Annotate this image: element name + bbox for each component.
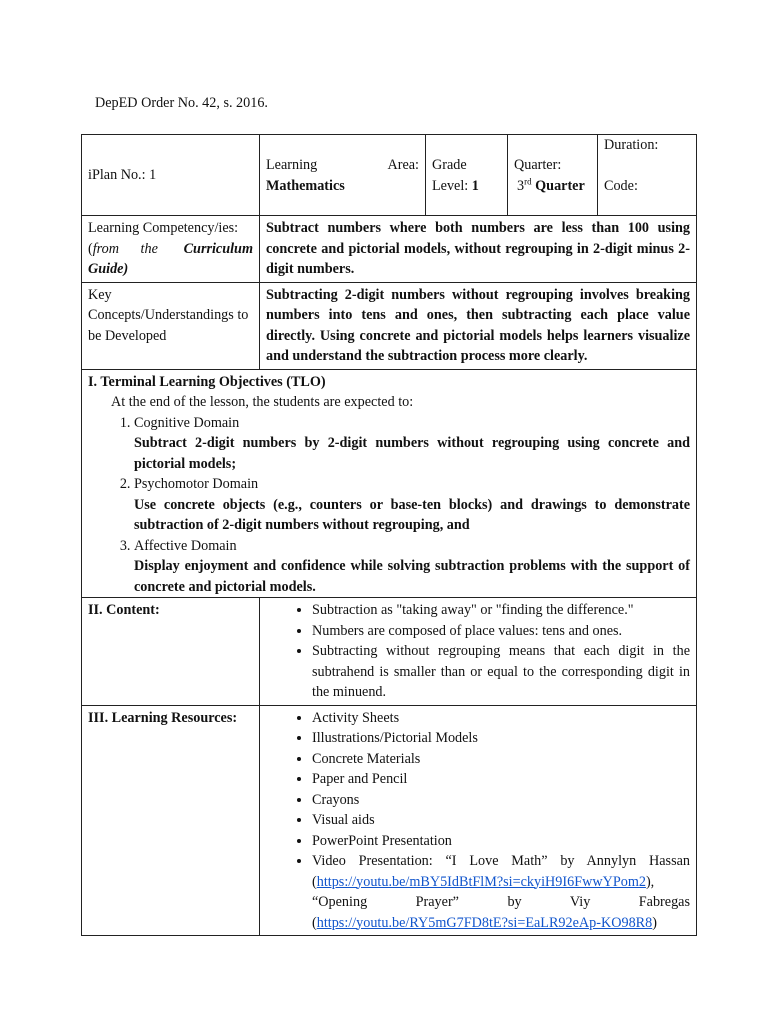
content-item: • Subtracting without regrouping means that each digit in the subtrahend is smaller than or equal to the corresponding digit in the minuend. xyxy=(312,641,690,703)
learning-area-value: Mathematics xyxy=(266,177,345,194)
resource-item: • Crayons xyxy=(312,790,690,811)
resources-label: III. Learning Resources: xyxy=(82,705,260,936)
grade-level-cell xyxy=(426,135,508,216)
quarter-value-line xyxy=(514,176,591,197)
objective-text: Display enjoyment and confidence while solving subtraction problems with the support of concrete and pictorial models. xyxy=(134,558,690,595)
resource-item: • Paper and Pencil xyxy=(312,769,690,790)
resources-list xyxy=(266,708,690,934)
competency-label: Learning Competency/ies: xyxy=(88,220,239,236)
objective-item xyxy=(134,474,690,536)
grade-level-line xyxy=(432,176,501,197)
objective-item xyxy=(134,536,690,598)
video-prefix: Video Presentation: “I Love Math” by Annylyn Hassan ( xyxy=(312,853,690,890)
quarter-cell xyxy=(508,135,598,216)
competency-text: Subtract numbers where both numbers are less than 100 using concrete and pictorial models, without regrouping in 2-digit minus 2-digit numbers. xyxy=(260,216,697,283)
content-row xyxy=(82,598,697,706)
objectives-list xyxy=(88,413,690,598)
competency-label-guide: Guide) xyxy=(88,261,129,277)
quarter-number: 3 xyxy=(517,177,525,194)
resource-item: • PowerPoint Presentation xyxy=(312,831,690,852)
video-link-love-math[interactable]: https://youtu.be/mBY5IdBtFlM?si=ckyiH9I6FwwYPom2 xyxy=(316,873,646,890)
concepts-row xyxy=(82,282,697,369)
grade-level-value: 1 xyxy=(471,177,479,194)
video-mid: ), “Opening Prayer” by Viy Fabregas ( xyxy=(312,873,690,931)
competency-row xyxy=(82,216,697,283)
objective-text: Subtract 2-digit numbers by 2-digit numbers without regrouping using concrete and pictorial models; xyxy=(134,435,690,472)
competency-label-source: (from the Curriculum xyxy=(88,240,253,257)
objective-domain: 2. Psychomotor Domain xyxy=(134,476,259,492)
quarter-suffix: rd xyxy=(524,175,532,186)
resource-item: • Activity Sheets xyxy=(312,708,690,729)
grade-label: Grade xyxy=(432,157,467,173)
resource-item: • Concrete Materials xyxy=(312,749,690,770)
duration-label: Duration: xyxy=(604,137,659,153)
content-label: II. Content: xyxy=(82,598,260,706)
resources-cell xyxy=(260,705,697,936)
learning-area-label: Learning Area: xyxy=(266,157,419,173)
objective-domain: 3. Affective Domain xyxy=(134,537,237,554)
content-item: • Subtraction as "taking away" or "finding the difference." xyxy=(312,600,690,621)
iplan-cell xyxy=(82,135,260,216)
lesson-plan-table xyxy=(81,134,697,936)
resources-row xyxy=(82,705,697,936)
content-cell xyxy=(260,598,697,706)
objective-item xyxy=(134,413,690,475)
content-item: • Numbers are composed of place values: tens and ones. xyxy=(312,621,690,642)
learning-area-cell xyxy=(260,135,426,216)
concepts-text: Subtracting 2-digit numbers without regrouping involves breaking numbers into tens and ones, then subtracting each place value directly. Using concrete and pictorial models helps learners visualize and understand the subtraction process more clearly. xyxy=(260,282,697,369)
video-suffix: ) xyxy=(652,914,657,931)
grade-level-label: Level: xyxy=(432,177,469,194)
competency-label-cell xyxy=(82,216,260,283)
quarter-value: Quarter xyxy=(535,177,585,194)
tlo-cell xyxy=(82,369,697,598)
resource-item: • Visual aids xyxy=(312,810,690,831)
duration-code-cell xyxy=(598,135,697,216)
tlo-heading: I. Terminal Learning Objectives (TLO) xyxy=(88,373,326,390)
objective-domain: 1. Cognitive Domain xyxy=(134,414,240,431)
concepts-label: Key Concepts/Understandings to be Developed xyxy=(82,282,260,369)
code-label: Code: xyxy=(604,177,638,194)
tlo-intro: At the end of the lesson, the students are expected to: xyxy=(111,394,414,410)
resource-item: • Illustrations/Pictorial Models xyxy=(312,728,690,749)
objective-text: Use concrete objects (e.g., counters or base-ten blocks) and drawings to demonstrate subtraction of 2-digit numbers without regrouping, and xyxy=(134,496,690,533)
iplan-number: iPlan No.: 1 xyxy=(88,166,157,183)
quarter-label: Quarter: xyxy=(514,157,562,173)
resource-item-video xyxy=(312,851,690,933)
tlo-row xyxy=(82,369,697,598)
video-link-opening-prayer[interactable]: https://youtu.be/RY5mG7FD8tE?si=EaLR92eAp-KO98R8 xyxy=(316,914,653,931)
info-row xyxy=(82,135,697,216)
deped-order-header: DepED Order No. 42, s. 2016. xyxy=(95,95,268,111)
content-list xyxy=(266,600,690,703)
